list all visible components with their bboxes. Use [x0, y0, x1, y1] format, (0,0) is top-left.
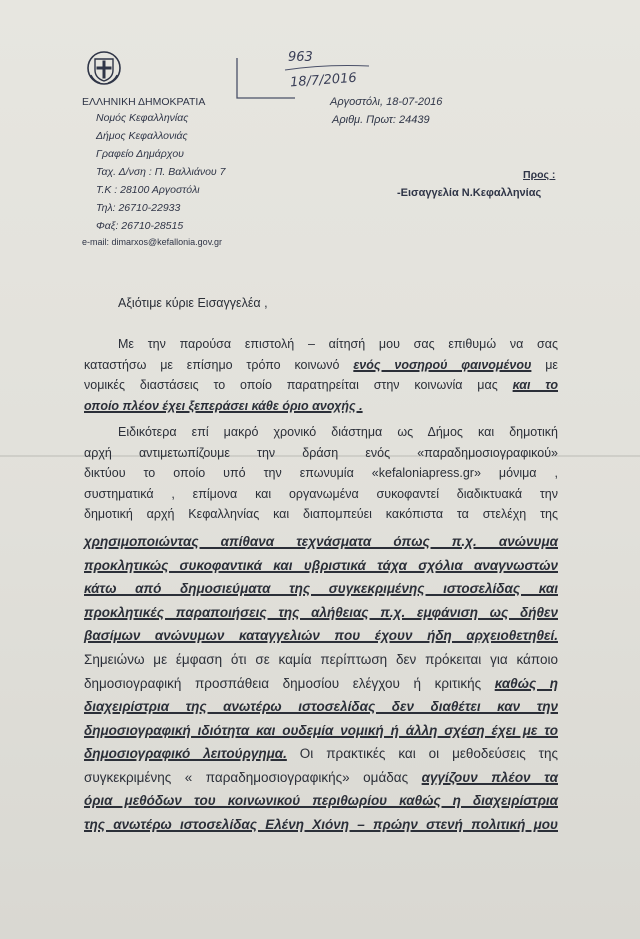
p1-line-2-text: καταστήσω με επίσημο τρόπο κοινωνό: [84, 357, 354, 372]
header-postcode: Τ.Κ : 28100 Αργοστόλι: [96, 184, 200, 196]
header-phone: Τηλ: 26710-22933: [96, 202, 181, 214]
p1-line-1: Με την παρούσα επιστολή – αίτησή μου σας επιθυμώ να σας: [118, 337, 558, 351]
salutation: Αξιότιμε κύριε Εισαγγελέα ,: [118, 296, 268, 310]
p3-emphasis-2: δημοσιογραφικό λειτούργημα.: [84, 746, 287, 761]
p2-line-8: κάτω από δημοσιεύματα της συγκεκριμένης ιστοσελίδας και: [84, 581, 558, 596]
p2-line-7: προκλητικώς συκοφαντικά και υβριστικά τάχα σχόλια αναγνωστών: [84, 557, 558, 573]
paragraph-2-emphasis: [84, 530, 558, 648]
p2-line-4: συστηματικά , επίμονα και οργανωμένα συκοφαντεί διαδικτυακά την: [84, 486, 558, 501]
recipient-label: Προς :: [523, 169, 556, 181]
p3-emphasis-1: καθώς η: [494, 675, 558, 691]
p3-line-6: [84, 766, 558, 790]
p1-emphasis-1: ενός νοσηρού φαινομένου: [353, 357, 532, 372]
p2-line-3: δικτύου το οποίο υπό την επωνυμία «kefaloniapress.gr» μόνιμα ,: [84, 466, 558, 480]
header-fax: Φαξ: 26710-28515: [96, 220, 184, 232]
p3-line-8: της ανωτέρω ιστοσελίδας Ελένη Χιόνη – πρώην στενή πολιτική μου: [84, 816, 558, 832]
stamp-number: 963: [288, 50, 313, 65]
paragraph-3: [84, 648, 558, 836]
p1-emphasis-2: και το: [512, 378, 558, 392]
p2-line-9: προκλητικές παραποιήσεις της αλήθειας π.χ. εμφάνιση ως δήθεν: [84, 604, 558, 620]
header-address: Ταχ. Δ/νση : Π. Βαλλιάνου 7: [96, 166, 226, 178]
p2-line-6: χρησιμοποιώντας απίθανα τεχνάσματα όπως π.χ. ανώνυμα: [84, 534, 558, 549]
stamp-date: 18/7/2016: [289, 70, 358, 91]
paragraph-1: [84, 334, 558, 416]
p1-line-3-text: νομικές διαστάσεις το οποίο παρατηρείται στην κοινωνία μας: [84, 378, 513, 392]
header-email: e-mail: dimarxos@kefallonia.gov.gr: [82, 237, 223, 247]
p1-line-2: [84, 355, 558, 376]
p3-line-2-text: δημοσιογραφική προσπάθεια δημοσίου ελέγχου ή κριτικής: [84, 675, 495, 691]
header-country: ΕΛΛΗΝΙΚΗ ΔΗΜΟΚΡΑΤΙΑ: [82, 96, 206, 108]
p1-line-2-end: με: [531, 357, 558, 372]
recipient-name: -Εισαγγελία Ν.Κεφαλληνίας: [397, 187, 542, 199]
p2-line-5: δημοτική αρχή Κεφαλληνίας και διαπομπεύει κακόπιστα τα στελέχη της: [84, 507, 558, 521]
greek-emblem-icon: [86, 50, 122, 86]
p1-line-3: [84, 375, 558, 396]
paragraph-2: [84, 422, 558, 525]
p2-line-10: βασίμων ανώνυμων καταγγελιών που έχουν ήδη αρχειοθετηθεί.: [84, 628, 558, 643]
p3-line-2: [84, 672, 558, 696]
header-office: Γραφείο Δημάρχου: [96, 148, 184, 160]
p3-line-7: όρια μεθόδων του κοινωνικού περιθωρίου καθώς η διαχειρίστρια: [84, 793, 558, 808]
p3-line-1: Σημειώνω με έμφαση ότι σε καμία περίπτωση δεν πρόκειται για κάποιο: [84, 652, 558, 667]
protocol-number: Αριθμ. Πρωτ: 24439: [332, 114, 430, 126]
place-date: Αργοστόλι, 18-07-2016: [330, 96, 443, 108]
p2-line-2: αρχή αντιμετωπίζουμε την δράση ενός «παραδημοσιογραφικού»: [84, 445, 558, 460]
p2-line-1: Ειδικότερα επί μακρό χρονικό διάστημα ως Δήμος και δημοτική: [118, 425, 558, 439]
p3-line-3: διαχειρίστρια της ανωτέρω ιστοσελίδας δεν διαθέτει καν την: [84, 699, 558, 714]
p3-emphasis-3: αγγίζουν πλέον τα: [421, 769, 558, 785]
header-municipality: Δήμος Κεφαλλονιάς: [96, 130, 188, 142]
p3-line-4: δημοσιογραφική ιδιότητα και ουδεμία νομική ή άλλη σχέση έχει με το: [84, 722, 558, 738]
p1-line-4: οποίο πλέον έχει ξεπεράσει κάθε όριο ανοχής .: [84, 398, 363, 413]
p3-line-5-text: Οι πρακτικές και οι μεθοδεύσεις της: [286, 746, 558, 761]
p3-line-5: [84, 742, 558, 766]
header-prefecture: Νομός Κεφαλληνίας: [96, 112, 189, 124]
p3-line-6-text: συγκεκριμένης « παραδημοσιογραφικής» ομάδας: [84, 769, 422, 785]
